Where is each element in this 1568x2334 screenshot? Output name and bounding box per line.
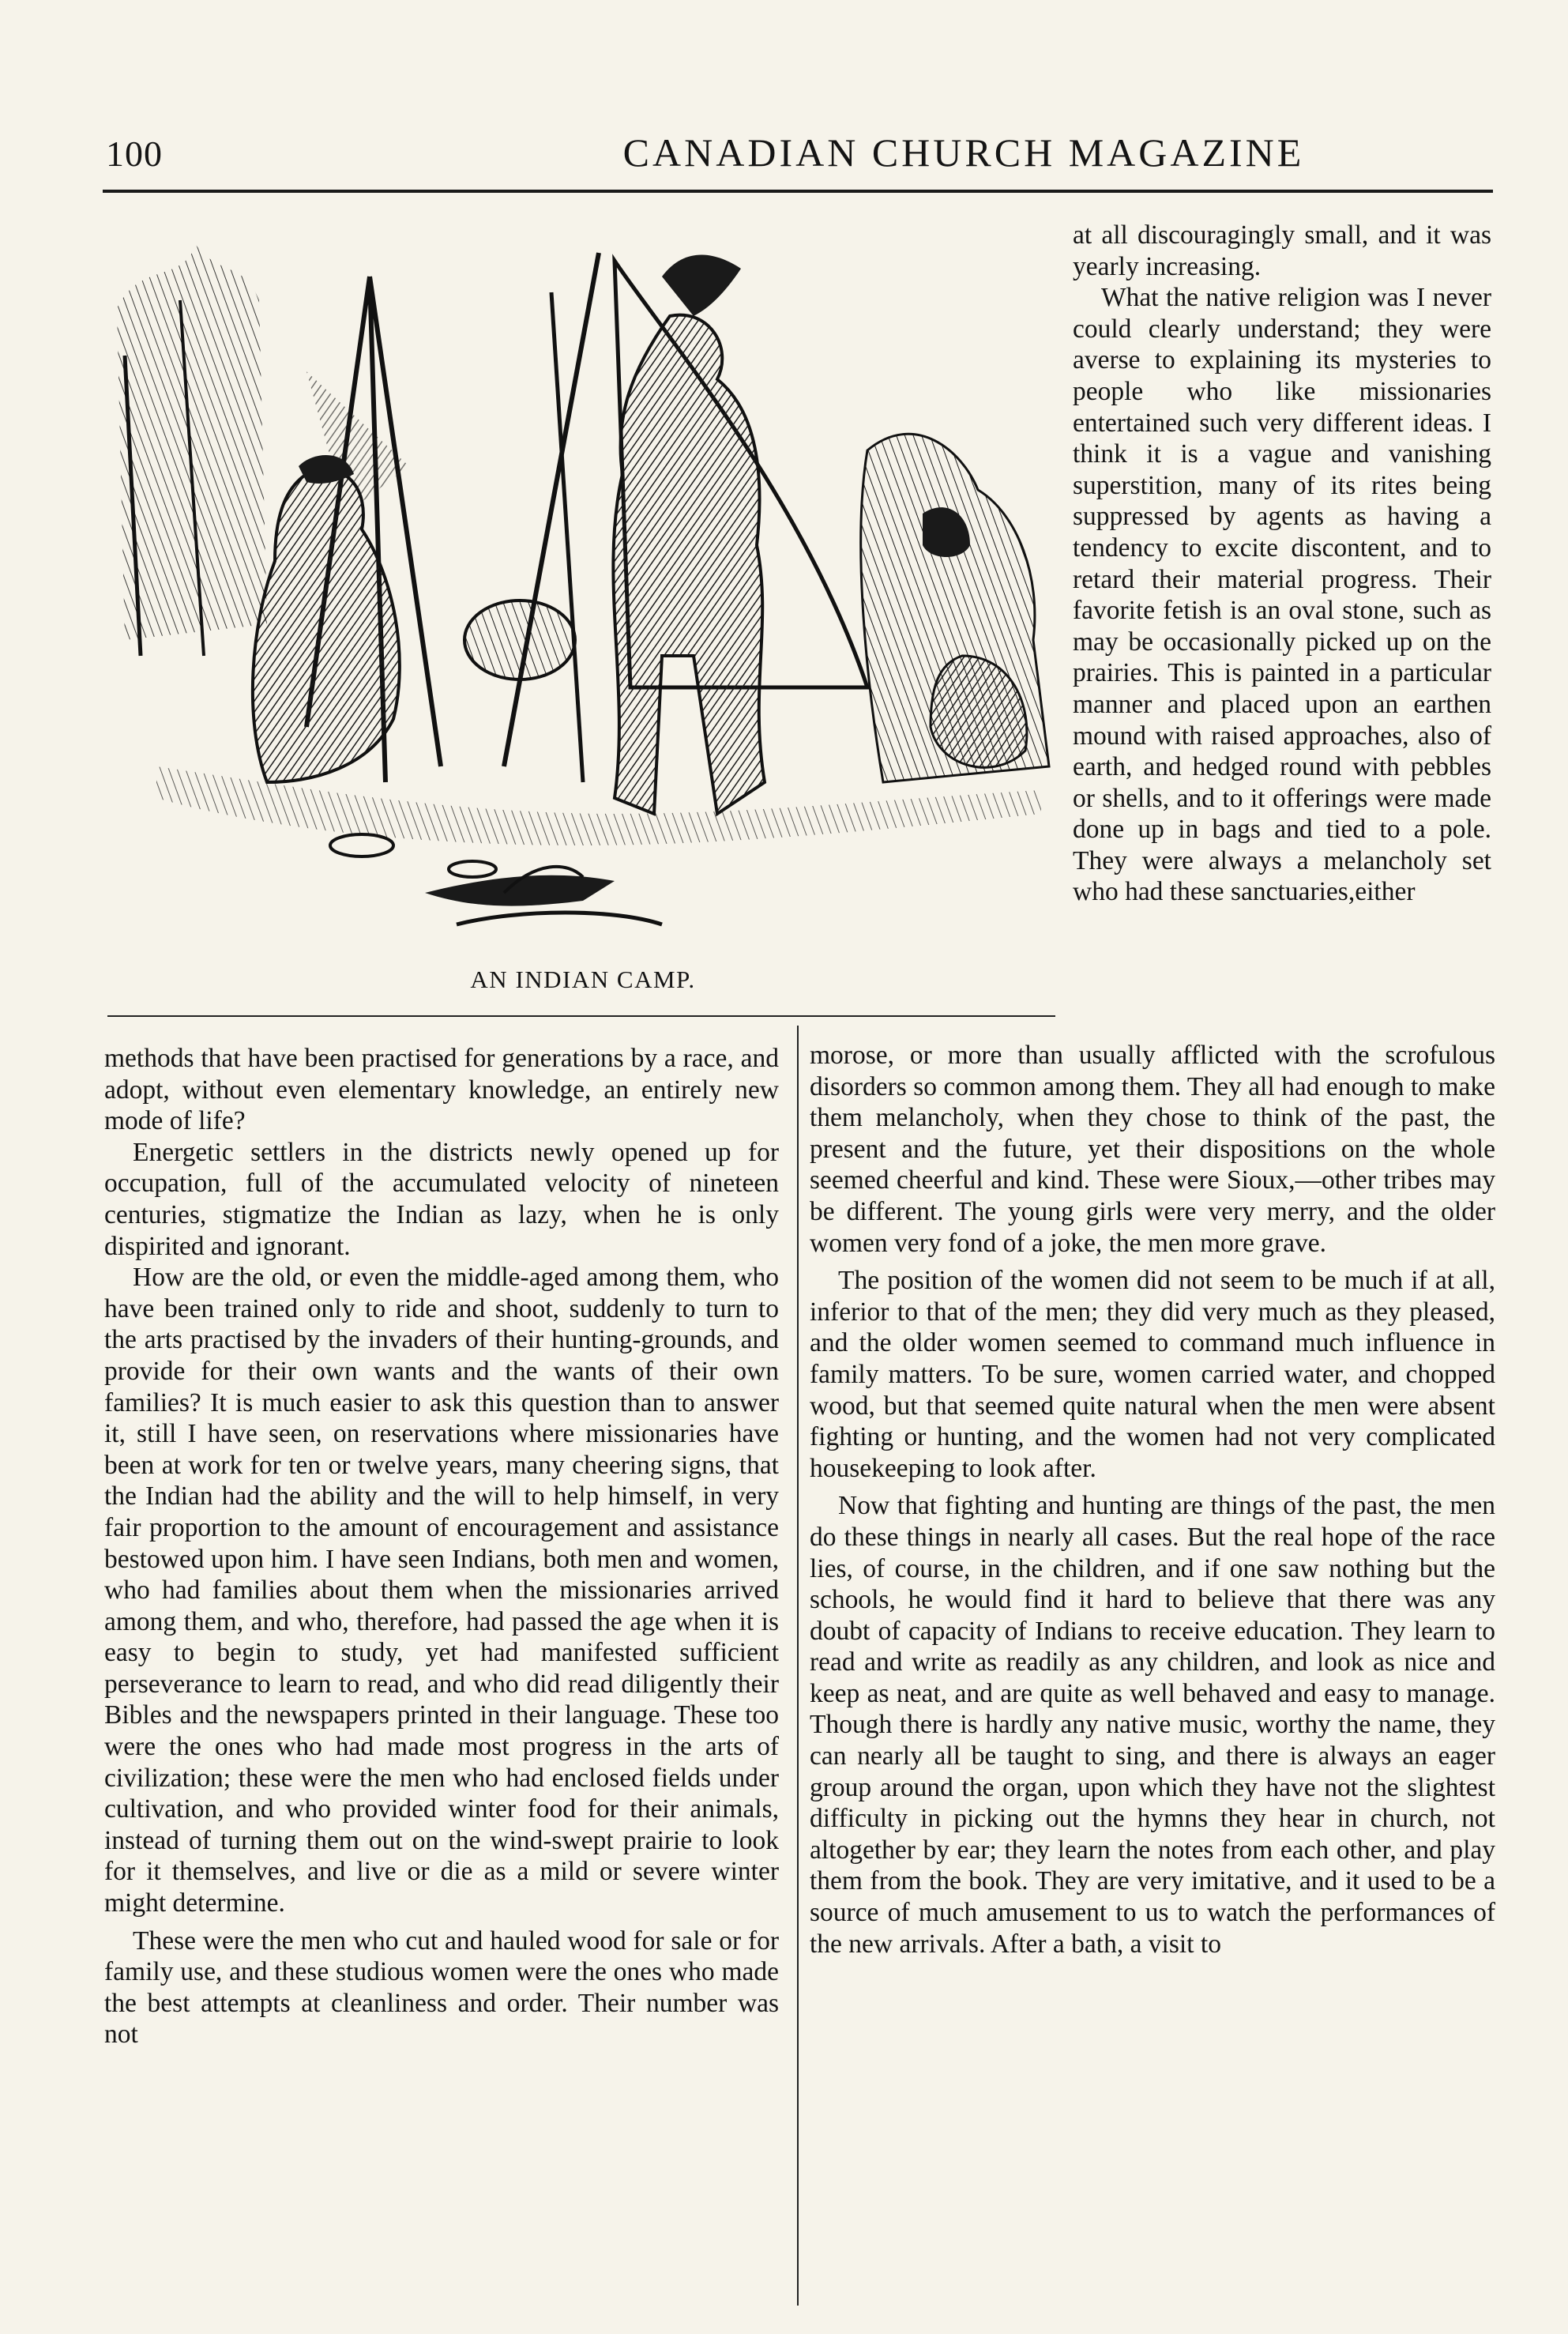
page-number: 100 [106,134,163,174]
column-rule [797,1026,799,2306]
paragraph: morose, or more than usually afflicted with the scrofulous disorders so common among them. They all had enough to make them melancholy, when they chose to think of the past, the present and the future, yet their dispositions on the whole seemed cheerful and kind. These were Sioux,—other tribes may be different. The young girls were very merry, and the older women very fond of a joke, the men more grave. [810,1041,1495,1258]
paragraph: Now that fighting and hunting are things of the past, the men do these things in nearly all cases. But the real hope of the race lies, of course, in the children, and if one saw nothing but the schools, he would find it hard to believe that there was any doubt of capacity of Indians to receive education. They learn to read and write as readily as any children, and look as nice and keep as neat, and are quite as well behaved and easy to manage. Though there is hardly any native music, worthy the name, they can nearly all be taught to sing, and there is always an eager group around the organ, upon which they have not the slightest difficulty in picking out the hymns they hear in church, not altogether by ear; they learn the notes from each other, and play them from the book. They are very imitative, and it used to be a source of much amusement to us to watch the performances of the new arrivals. After a bath, a visit to [810,1491,1495,1959]
paragraph: methods that have been practised for generations by a race, and adopt, without even elementary knowledge, an entirely new mode of life? [104,1044,779,1136]
paragraph: at all discouragingly small, and it was yearly increasing. [1073,220,1491,281]
left-column [104,1043,779,2050]
illustration-caption: AN INDIAN CAMP. [470,966,696,993]
paragraph: Energetic settlers in the districts newly opened up for occupation, full of the accumulated velocity of nineteen centuries, stigmatize the Indian as lazy, when he is only dispirited and ignorant. [104,1137,779,1261]
right-column-bottom [810,1040,1495,1959]
paragraph: What the native religion was I never could clearly understand; they were averse to explaining its mysteries to people who like missionaries entertained such very different ideas. I think it is a vague and vanishing superstition, many of its rites being suppressed by agents as having a tendency to excite discontent, and to retard their material progress. Their favorite fetish is an oval stone, such as may be occasionally picked up on the prairies. This is painted in a particular manner and placed upon an earthen mound with raised approaches, also of earth, and hedged round with pebbles or shells, and to it offerings were made done up in bags and tied to a pole. They were always a melancholy set who had these sanctuaries,either [1073,283,1491,907]
paragraph: The position of the women did not seem to be much if at all, inferior to that of the men; they did very much as they pleased, and the older women seemed to command much influence in family matters. To be sure, women carried water, and chopped wood, but that seemed quite natural when the men were absent fighting or hunting, and the women had not very complicated housekeeping to look after. [810,1266,1495,1483]
figure-rule [107,1015,1055,1017]
right-column-top [1073,220,1491,908]
header-rule [103,190,1493,193]
paragraph: How are the old, or even the middle-aged among them, who have been trained only to ride and shoot, suddenly to turn to the arts practised by the invaders of their hunting-grounds, and provide for their own wants and the wants of their own families? It is much easier to ask this question than to answer it, still I have seen, on reservations where missionaries have been at work for ten or twelve years, many cheering signs, that the Indian had the ability and the will to help himself, in very fair proportion to the amount of encouragement and assistance bestowed upon him. I have seen Indians, both men and women, who had families about them when the missionaries arrived among them, and who, therefore, had passed the age when it is easy to begin to study, yet had manifested sufficient perseverance to learn to read, and who did read diligently their Bibles and the newspapers printed in their language. These too were the ones who had made most progress in the arts of civilization; these were the men who had enclosed fields under cultivation, and who provided winter food for their animals, instead of turning them out on the wind-swept prairie to look for it themselves, and live or die as a mild or severe winter might determine. [104,1263,779,1918]
running-head: CANADIAN CHURCH MAGAZINE [622,130,1305,175]
indian-camp-engraving [109,213,1057,972]
paragraph: These were the men who cut and hauled wood for sale or for family use, and these studious women were the ones who made the best attempts at cleanliness and order. Their number was not [104,1926,779,2050]
